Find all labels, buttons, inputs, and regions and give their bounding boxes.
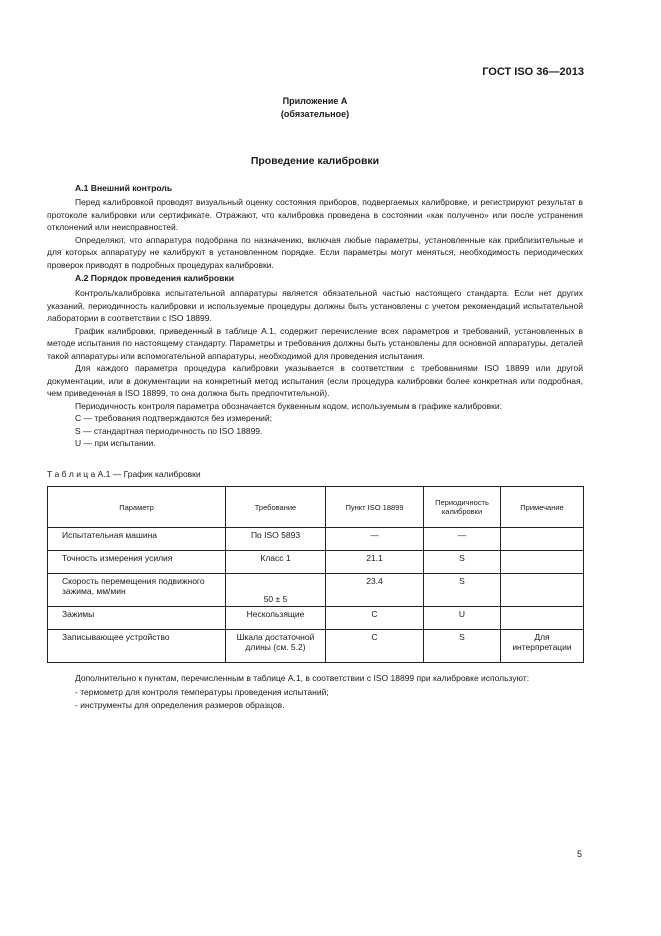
table-cell: С (326, 630, 424, 663)
paragraph: Перед калибровкой проводят визуальный оценку состояния приборов, подвергаемых калибровке, и регистрируют результат в протоколе калибровки или сертификате. Отражают, что калибровка проведена в состоянии «как получено» или после устранения отклонений или неисправностей. (47, 197, 583, 232)
paragraph: Периодичность контроля параметра обозначается буквенным кодом, используемым в графике калибровки: (75, 400, 502, 411)
paragraph: Для каждого параметра процедура калибровки указывается в соответствии с требованиями ISO 18899 или другой документации, или в документации на конкретный метод испытания (если процедура калибровки более конкретная или подробная, чем приведенная в ISO 18899, то она должна быть предпочтительной). (47, 363, 583, 398)
table-cell: S (424, 574, 501, 607)
table-cell: Точность измерения усилия (48, 551, 226, 574)
list-item: - инструменты для определения размеров образцов. (75, 700, 285, 710)
table-cell: — (424, 528, 501, 551)
standard-number: ГОСТ ISO 36—2013 (482, 66, 584, 78)
list-item: - термометр для контроля температуры проведения испытаний; (75, 686, 329, 697)
table-cell: S (424, 551, 501, 574)
page-number: 5 (576, 849, 582, 859)
code-item: S — стандартная периодичность по ISO 18899. (75, 425, 263, 436)
table-cell (501, 528, 584, 551)
table-cell: С (326, 607, 424, 630)
section-heading-a2: А.2 Порядок проведения калибровки (75, 273, 234, 283)
table-cell: Записывающее устройство (48, 630, 226, 663)
table-header-cell: Требование (226, 487, 326, 528)
table-cell: 23.4 (326, 574, 424, 607)
table-cell: Нескользящие (226, 607, 326, 630)
table-cell: Испытательная машина (48, 528, 226, 551)
table-cell: U (424, 607, 501, 630)
paragraph: Определяют, что аппаратура подобрана по назначению, включая любые параметры, установленные как приблизительные и для которых аппаратуру не калибруют в установленном порядке. Если параметры могут меняться, необходимость периодических проверок приводят в подробных процедурах калибровки. (47, 234, 583, 270)
table-cell: Зажимы (48, 607, 226, 630)
table-cell: По ISO 5893 (226, 528, 326, 551)
table-row (48, 630, 584, 663)
table-header-cell: Примечание (501, 487, 584, 528)
table-cell (501, 551, 584, 574)
section-a2-body (47, 287, 583, 450)
table-row (48, 607, 584, 630)
table-cell: Класс 1 (226, 551, 326, 574)
page-title: Проведение калибровки (250, 155, 380, 167)
table-header-cell: Параметр (48, 487, 226, 528)
table-header-cell: Пункт ISO 18899 (326, 487, 424, 528)
section-heading-a1: А.1 Внешний контроль (75, 183, 173, 193)
table-header-cell: Периодичность калибровки (424, 487, 501, 528)
code-item: С — требования подтверждаются без измерений; (75, 413, 273, 423)
table-cell: 50 ± 5 (226, 574, 326, 607)
table-header-row (48, 487, 584, 528)
table-cell: 21.1 (326, 551, 424, 574)
additional-instruments (47, 672, 583, 713)
section-a1-body (47, 196, 583, 271)
table-row (48, 551, 584, 574)
table-row (48, 528, 584, 551)
table-caption: Т а б л и ц а А.1 — График калибровки (47, 469, 201, 479)
table-cell (501, 574, 584, 607)
annex-status: (обязательное) (280, 109, 350, 119)
table-cell (501, 607, 584, 630)
table-cell: S (424, 630, 501, 663)
paragraph: Контроль/калибровка испытательной аппаратуры является обязательной частью настоящего стандарта. Если нет других указаний, периодичность калибровки и используемые процедуры должны быть установлены с учетом рекомендаций испытательной лаборатории в соответствии с ISO 18899. (47, 288, 583, 323)
table-cell: Шкала достаточной длины (см. 5.2) (226, 630, 326, 663)
paragraph: График калибровки, приведенный в таблице А.1, содержит перечисление всех параметров и требований, установленных в методе испытания по настоящему стандарту. Параметры и требования должны быть установлены для основной аппаратуры, деталей такой аппаратуры или вспомогательной аппаратуры, необходимой для проведения испытания. (47, 325, 583, 361)
code-item: U — при испытании. (75, 438, 156, 448)
table-cell: Скорость перемещения подвижного зажима, мм/мин (48, 574, 226, 607)
paragraph: Дополнительно к пунктам, перечисленным в таблице А.1, в соответствии с ISO 18899 при калибровке используют: (75, 673, 530, 683)
table-cell: — (326, 528, 424, 551)
table-row (48, 574, 584, 607)
annex-label: Приложение А (282, 96, 348, 106)
table-cell: Для интерпретации (501, 630, 584, 663)
calibration-table (47, 486, 584, 663)
